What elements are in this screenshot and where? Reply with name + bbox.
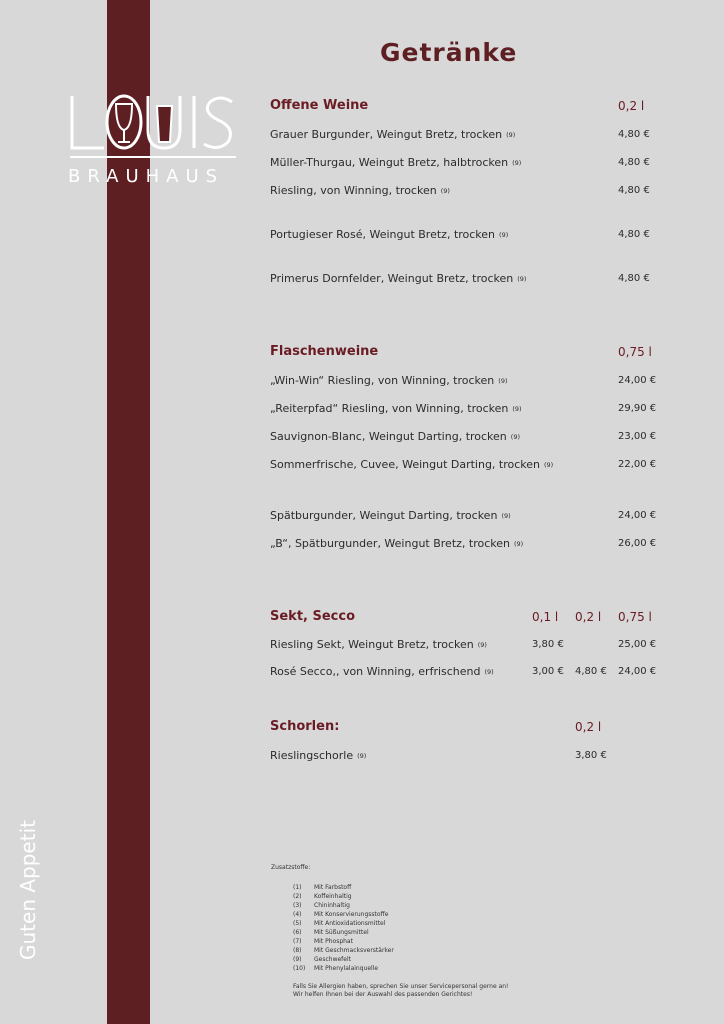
price: 4,80 € <box>618 229 650 240</box>
list-item: Rieslingschorle (9) <box>270 749 367 762</box>
footnotes-heading: Zusatzstoffe: <box>271 864 311 871</box>
brand-sub: BRAUHAUS <box>68 166 225 187</box>
list-item: Müller-Thurgau, Weingut Bretz, halbtrocken (9) <box>270 156 522 169</box>
unit-flaschenweine: 0,75 l <box>618 345 652 359</box>
footnote-item: (2) Koffeinhaltig <box>293 893 352 900</box>
footnote-item: (7) Mit Phosphat <box>293 938 353 945</box>
list-item: Portugieser Rosé, Weingut Bretz, trocken (9) <box>270 228 509 241</box>
logo-rule <box>70 156 236 158</box>
price: 4,80 € <box>618 185 650 196</box>
list-item: Sauvignon-Blanc, Weingut Darting, trocken (9) <box>270 430 520 443</box>
brand-logo <box>60 88 250 188</box>
page-title: Getränke <box>380 38 518 67</box>
list-item: Riesling Sekt, Weingut Bretz, trocken (9) <box>270 638 487 651</box>
list-item: „Win-Win“ Riesling, von Winning, trocken (9) <box>270 374 508 387</box>
allergy-note: Falls Sie Allergien haben, sprechen Sie unser Servicepersonal gerne an! <box>293 983 509 990</box>
price: 22,00 € <box>618 459 657 470</box>
list-item: Primerus Dornfelder, Weingut Bretz, trocken (9) <box>270 272 527 285</box>
footnote-item: (8) Mit Geschmacksverstärker <box>293 947 394 954</box>
logo-letters-icon <box>60 88 250 158</box>
unit-schorlen: 0,2 l <box>575 720 602 734</box>
section-heading-sekt: Sekt, Secco <box>270 609 356 624</box>
list-item: Grauer Burgunder, Weingut Bretz, trocken (9) <box>270 128 516 141</box>
price: 4,80 € <box>618 129 650 140</box>
price: 4,80 € <box>618 273 650 284</box>
unit-sekt-3: 0,75 l <box>618 610 652 624</box>
price: 4,80 € <box>618 157 650 168</box>
section-heading-flaschenweine: Flaschenweine <box>270 344 379 359</box>
price: 24,00 € <box>618 666 657 677</box>
price: 26,00 € <box>618 538 657 549</box>
footnote-item: (1) Mit Farbstoff <box>293 884 352 891</box>
price: 3,80 € <box>532 639 564 650</box>
price: 24,00 € <box>618 375 657 386</box>
footnote-item: (9) Geschwefelt <box>293 956 351 963</box>
allergy-note-2: Wir helfen Ihnen bei der Auswahl des passenden Gerichtes! <box>293 991 473 998</box>
price: 3,80 € <box>575 750 607 761</box>
price: 23,00 € <box>618 431 657 442</box>
price: 29,90 € <box>618 403 657 414</box>
footnote-item: (3) Chininhaltig <box>293 902 350 909</box>
list-item: Riesling, von Winning, trocken (9) <box>270 184 450 197</box>
section-heading-offene-weine: Offene Weine <box>270 98 369 113</box>
footnote-item: (5) Mit Antioxidationsmittel <box>293 920 386 927</box>
list-item: „B“, Spätburgunder, Weingut Bretz, trocken (9) <box>270 537 524 550</box>
section-heading-schorlen: Schorlen: <box>270 719 340 734</box>
list-item: „Reiterpfad“ Riesling, von Winning, trocken (9) <box>270 402 522 415</box>
price: 3,00 € <box>532 666 564 677</box>
unit-sekt-2: 0,2 l <box>575 610 602 624</box>
price: 25,00 € <box>618 639 657 650</box>
list-item: Spätburgunder, Weingut Darting, trocken (9) <box>270 509 511 522</box>
footnote-item: (10) Mit Phenylalainquelle <box>293 965 379 972</box>
unit-offene-weine: 0,2 l <box>618 99 645 113</box>
unit-sekt-1: 0,1 l <box>532 610 559 624</box>
price: 24,00 € <box>618 510 657 521</box>
footnote-item: (6) Mit Süßungsmittel <box>293 929 369 936</box>
tagline: Guten Appetit <box>16 820 40 960</box>
list-item: Rosé Secco,, von Winning, erfrischend (9) <box>270 665 494 678</box>
price: 4,80 € <box>575 666 607 677</box>
footnote-item: (4) Mit Konservierungsstoffe <box>293 911 389 918</box>
list-item: Sommerfrische, Cuvee, Weingut Darting, trocken (9) <box>270 458 554 471</box>
